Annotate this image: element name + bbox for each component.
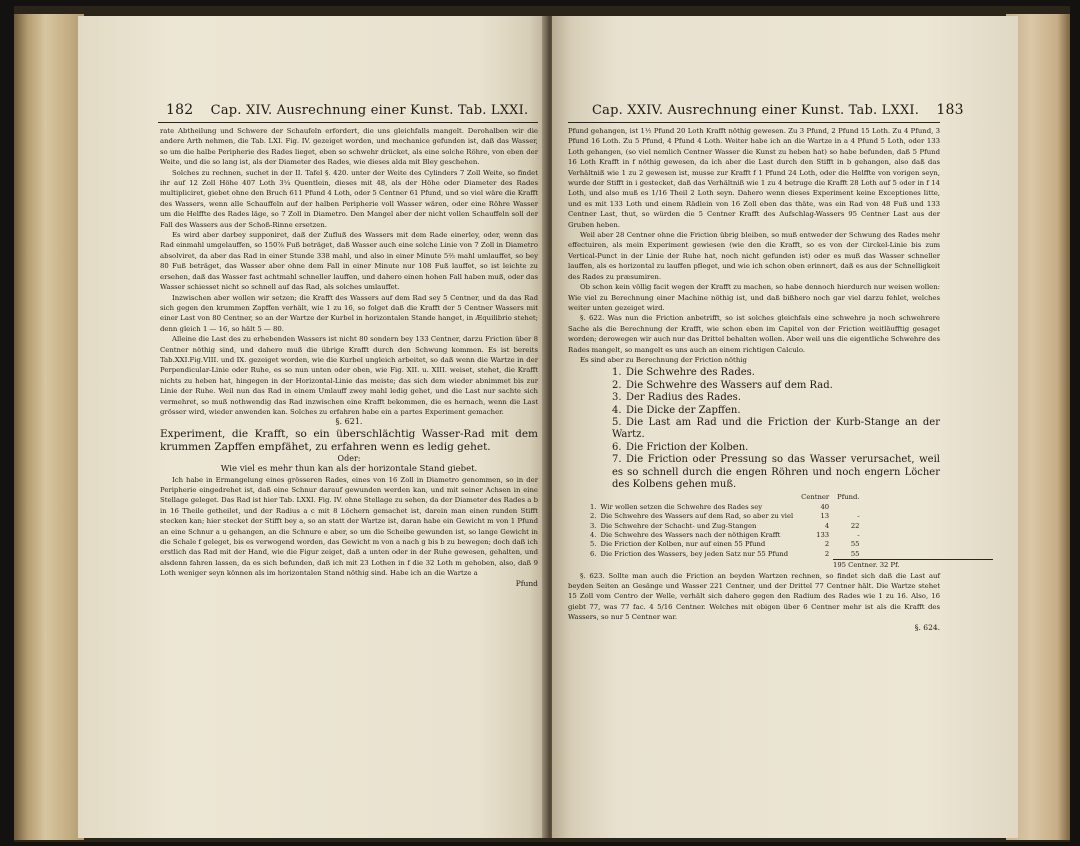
table-row: 2. Die Schwehre des Wassers auf dem Rad, so aber zu viel 13 - [590, 512, 860, 521]
page-edges-left [14, 14, 84, 840]
table-header-row [588, 493, 862, 502]
list-item: 1. Die Schwehre des Rades. [612, 367, 755, 379]
column-header-centner: Centner [801, 493, 830, 502]
left-catchword: Pfund [515, 578, 538, 588]
left-paragraph-final: Ich habe in Ermangelung eines grösseren Rades, eines von 16 Zoll in Diametro genommen, so in der Peripherie eingedrehet ist, daß eine Schnur darauf gewunden werden kan, und mit seiner Achsen in eine Stellage geleget. Das Rad ist hier Tab. LXXI. Fig. IV. ohne Stellage zu sehen, da der Diameter des Rades a b in 16 Theile getheilet, und der Radius a c mit 8 Löchern gemachet ist, darein man einen runden Stifft stecken kan; hier stecket der Stifft bey a, so an statt der Wartze ist, daran habe ein Gewicht m von 1 Pfund an eine Schnur a u gehangen, an die Schnure e aber, so um die Scheibe gewunden ist, so lange Gewicht in die Schale f geleget, bis es verwogend worden, das Gewicht m von a nach g bis b zu bewegen; doch daß ich erstlich das Rad mit der Hand, wie die Figur zeiget, daß a unten oder in der Ruhe gewesen, gehalten, und alsdenn fahren lassen, da es sich befunden, daß ich mit 23 Lothen in f die 32 Loth m gehoben, also, daß 9 Loth weniger seyn können als im horizontalen Stand nöthig sind. Habe ich an die Wartze a [160, 475, 538, 578]
left-paragraph-4: Inzwischen aber wollen wir setzen; die Krafft des Wassers auf dem Rad sey 5 Centner, und da das Rad sich gegen den krummen Zapffen verhält, wie 1 zu 16, so folget daß die Krafft der 5 Centner Wassers mit einer Last von 80 Centner, so an der Wartze der Kurbel in horizontalen Stande hanget, in Æquilibrio stehet; denn gleich 1 — 16, so hält 5 — 80. [160, 293, 538, 333]
table-row: 4. Die Schwehre des Wassers nach der nöthigen Krafft 133 - [590, 531, 860, 540]
right-page [552, 16, 1018, 838]
left-page [78, 16, 548, 838]
friction-list [612, 367, 940, 491]
right-page-number: 183 [936, 102, 964, 118]
list-item: 7. Die Friction oder Pressung so das Wasser verursachet, weil es so schnell durch die engen Röhren und noch engern Löcher des Kolbens gehen muß. [612, 454, 940, 490]
table-row: 5. Die Friction der Kolben, nur auf einen 55 Pfund 2 55 [590, 540, 860, 549]
right-header [592, 102, 964, 118]
left-paragraph-2: Solches zu rechnen, suchet in der II. Tafel §. 420. unter der Weite des Cylinders 7 Zoll Weite, so findet ihr auf 12 Zoll Höhe 407 Loth 3¼ Quentlein, dieses mit 48, als der Höhe oder Diameter des Rades multipliciret, giebet ohne den Bruch 611 Pfund 4 Loth, oder 5 Centner 61 Pfund, und so viel wäre die Krafft des Wassers, wenn alle Schauffeln auf der halben Peripherie voll Wasser wären, oder eine Röhre Wasser um die Helffte des Rades läge, so 7 Zoll in Diametro. Den Mangel aber der nicht vollen Schauffeln soll der Fall des Wassers aus der Schoß-Rinne ersetzen. [160, 168, 538, 229]
left-paragraph-5: Alleine die Last des zu erhebenden Wassers ist nicht 80 sondern bey 133 Centner, darzu Friction über 8 Centner nöthig sind, und dahero muß die übrige Krafft durch den Schwung kommen. Es ist bereits Tab.XXI.Fig.VIII. und IX. gezeiget worden, wie die Kurbel ungleich arbeitet, so daß wenn die Wartze in der Perpendicular-Linie oder Ruhe, es so nun unten oder oben, wie Fig. XII. u. XIII. weiset, stehet, die Krafft nichts zu heben hat, hingegen in der Horizontal-Linie das meiste; das sich dem wieder abnimmet bis zur Linie der Ruhe. Weil nun das Rad in einem Umlauff zwey mahl ledig gehet, und die Last nur sachte sich vermehret, so muß nothwendig das Rad inzwischen eine Krafft bekommen, die es hernach, wenn die Last grösser wird, wieder anwenden kan. Solches zu erfahren habe ein a partes Experiment gemacher. [160, 335, 538, 416]
section-621: §. 621. [335, 417, 363, 427]
left-header-rule [158, 122, 538, 123]
right-paragraph-2: Weil aber 28 Centner ohne die Friction übrig bleiben, so muß entweder der Schwung des Rades mehr effectuiren, als mein Experiment gewiesen (wie den die Krafft, so es von der Circkel-Linie bis zum Vertical-Punct in der Linie der Ruhe hat, noch nicht gefunden ist) oder es muß das Wasser schneller lauffen, als es horizontal zu lauffen pfleget, und wie ich schon oben erinnert, daß es aus der Schnelligkeit des Rades zu præsumiren. [568, 231, 940, 281]
left-paragraph-1: rate Abtheilung und Schwere der Schaufeln erfordert, die uns gleichfalls mangelt. Derohalben wir die andere Arth nehmen, die Tab. LXI. Fig. IV. gezeiget worden, und mechanice gefunden ist, daß das Wasser, so um die halbe Peripherie des Rades lieget, eben so schwehr drücket, als eine solche Röhre, von eben der Weite, und die so lang ist, als der Diameter des Rades, wie dieses alda mit Bley geschehen. [160, 127, 538, 167]
list-item: 5. Die Last am Rad und die Friction der Kurb-Stange an der Wartz. [612, 416, 940, 441]
left-running-title: Cap. XIV. Ausrechnung einer Kunst. Tab. LXXI. [210, 103, 529, 118]
left-body [160, 126, 538, 589]
list-item: 2. Die Schwehre des Wassers auf dem Rad. [612, 379, 833, 391]
oder-label: Oder: [337, 453, 361, 463]
left-header [166, 102, 528, 118]
right-running-title: Cap. XXIV. Ausrechnung einer Kunst. Tab. LXXI. [592, 103, 920, 118]
table-row: 1. Wir wollen setzen die Schwehre des Rades sey 40 [590, 502, 830, 511]
table-row: 3. Die Schwehre der Schacht- und Zug-Stangen 4 22 [590, 521, 860, 530]
left-page-number: 182 [166, 102, 194, 118]
right-paragraph-final: §. 623. Sollte man auch die Friction an beyden Wartzen rechnen, so findet sich daß die Last auf beyden Seiten an Gesänge und Wasser 221 Centner, und der Drittel 77 Centner hält. Die Wartze stehet 15 Zoll vom Centro der Welle, verhält sich dahero gegen den Radium des Rades wie 1 zu 16. Also, 16 giebt 77, was 77 fac. 4 5/16 Centner. Welches mit obigen über 6 Centner mehr ist als die Krafft des Wassers, so nur 5 Centner war. [568, 571, 940, 622]
book-spread [14, 6, 1070, 842]
experiment-subtitle: Wie viel es mehr thun kan als der horizontale Stand giebet. [220, 464, 478, 475]
right-body [568, 126, 940, 633]
table-sum: 195 Centner. 32 Pf. [833, 559, 993, 570]
right-catchword: §. 624. [914, 622, 940, 632]
column-header-pfund: Pfund. [837, 493, 860, 502]
list-item: 3. Der Radius des Rades. [612, 392, 741, 404]
left-paragraph-3: Es wird aber darbey supponiret, daß der Zufluß des Wassers mit dem Rade einerley, oder, wenn das Rad einmahl umgelauffen, so 150⅞ Fuß beträget, daß Wasser auch eine solche Linie von 7 Zoll in Diametro absolviret, da aber das Rad in einer Stunde 338 mahl, und also in einer Minute 5⅔ mahl umlauffet, so bey 80 Fuß beträget, das Wasser aber ohne dem Fall in einer Minute nur 108 Fuß lauffet, so ist leichte zu ersehen, daß das Wasser fast achtmahl schneller lauffen, und dahero einen hohen Fall haben muß, oder das Wasser schiesset nicht so schnell auf das Rad, als solches umlauffet. [160, 231, 538, 292]
list-item: 6. Die Friction der Kolben. [612, 441, 749, 453]
right-paragraph-1: Pfund gehangen, ist 1½ Pfund 20 Loth Krafft nöthig gewesen. Zu 3 Pfund, 2 Pfund 15 Loth. Zu 4 Pfund, 3 Pfund 16 Loth. Zu 5 Pfund, 4 Pfund 4 Loth. Weiter habe ich an die Wartze in a 4 Pfund 5 Loth, oder 133 Loth gehangen, (so viel nemlich Centner Wasser die Kunst zu heben hat) so habe befunden, daß 5 Pfund 16 Loth Krafft in f nöthig gewesen, da ich aber die Last durch den Stifft in b gehangen, also daß das Verhältniß wie 1 zu 2 gewesen ist, musse zur Krafft f 1 Pfund 24 Loth, oder die Helffte von vorigen seyn, wurde der Stifft in i gestecket, daß das Verhältniß wie 1 zu 4 betruge die Krafft 28 Loth auf 5 oder in f 14 Loth, und also muß es 1/16 Theil 2 Loth seyn. Dahero wenn dieses Experiment keine Exceptiones litte, und es mit 133 Loth und einem Rädlein von 16 Zoll eben das thäte, was ein Rad von 48 Fuß und 133 Centner Last, thut, so würden die 5 Centner Krafft des Aufschlag-Wassers 95 Centner Last aus der Gruben heben. [568, 127, 940, 229]
list-item: 4. Die Dicke der Zapffen. [612, 404, 741, 416]
table-row: 6. Die Friction des Wassers, bey jeden Satz nur 55 Pfund 2 55 [590, 549, 860, 558]
right-paragraph-3: Ob schon kein völlig facit wegen der Krafft zu machen, so habe dennoch hierdurch nur weisen wollen: Wie viel zu Berechnung einer Machine nöthig ist, und daß bißhero noch gar viel darzu fehlet, welches weiter unten gezeiget wird. [568, 283, 940, 312]
right-paragraph-5: Es sind aber zu Berechnung der Friction nöthig [580, 355, 747, 364]
right-header-rule [568, 122, 940, 123]
experiment-title: Experiment, die Krafft, so ein überschlächtig Wasser-Rad mit dem krummen Zapffen empfähet, zu erfahren wenn es ledig gehet. [160, 427, 538, 453]
weights-table [588, 493, 862, 559]
right-paragraph-4: §. 622. Was nun die Friction anbetrifft, so ist solches gleichfals eine schwehre ja noch schwehrere Sache als die Berechnung der Krafft, wie schon eben im Capitel von der Friction weitläufftig gesaget worden; derowegen wir auch nur das Drittel behalten wollen. Aber weil uns die eigentliche Schwehre des Rades mangelt, so mangelt es uns auch an einem richtigen Calculo. [568, 314, 940, 354]
